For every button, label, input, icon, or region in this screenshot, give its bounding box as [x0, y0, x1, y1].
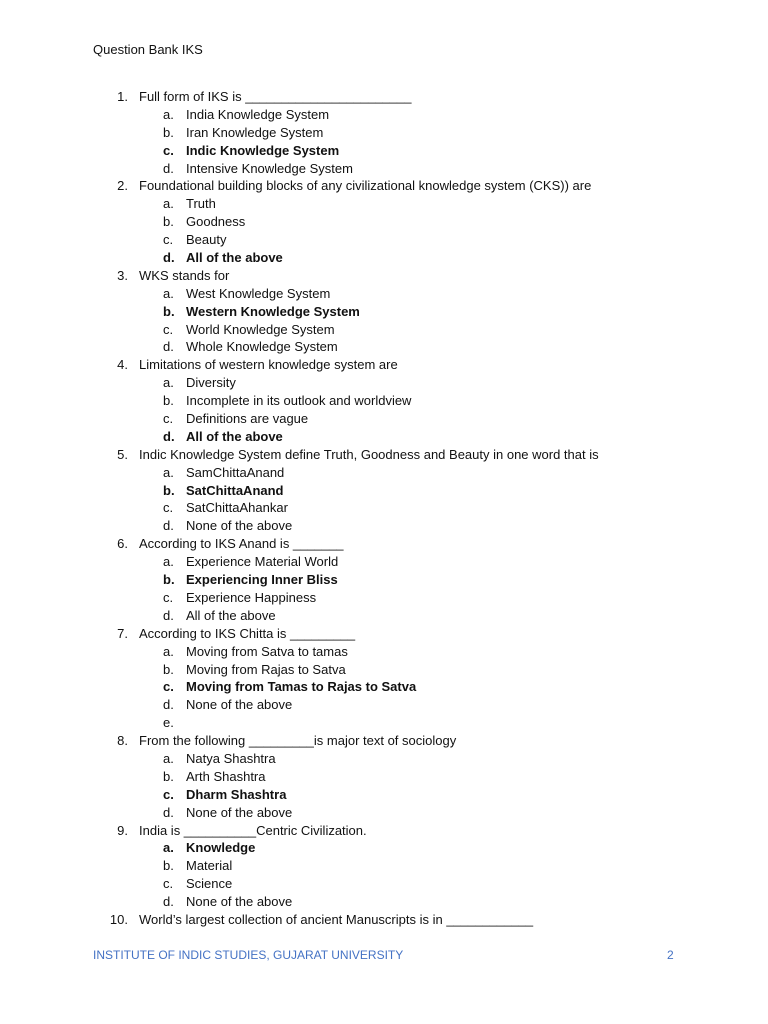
option-correct [0, 678, 768, 696]
option-text: Moving from Rajas to Satva [186, 661, 346, 677]
option-text: Definitions are vague [186, 411, 309, 427]
option-letter: d. [163, 518, 174, 534]
option [0, 195, 768, 213]
option-letter: d. [163, 804, 174, 820]
option [0, 589, 768, 607]
question-1 [0, 88, 768, 106]
question-2 [0, 177, 768, 195]
option-text: None of the above [186, 518, 293, 534]
option-text: Science [186, 876, 233, 892]
option-letter: c. [163, 232, 174, 248]
question-number: 8. [117, 733, 128, 749]
option [0, 410, 768, 428]
question-number: 3. [117, 267, 128, 283]
option [0, 750, 768, 768]
option-letter: a. [163, 840, 174, 856]
option-correct [0, 142, 768, 160]
option-letter: a. [163, 285, 174, 301]
option [0, 338, 768, 356]
option-letter: b. [163, 768, 174, 784]
option-letter: b. [163, 572, 175, 588]
question-number: 5. [117, 446, 128, 462]
option-correct [0, 571, 768, 589]
option [0, 893, 768, 911]
option-correct [0, 249, 768, 267]
option [0, 714, 768, 732]
option-text: None of the above [186, 894, 293, 910]
question-text: Foundational building blocks of any civilizational knowledge system (CKS)) are [139, 178, 592, 194]
option-text: Knowledge [186, 840, 256, 856]
option-letter: d. [163, 607, 174, 623]
question-8 [0, 732, 768, 750]
option [0, 875, 768, 893]
option [0, 643, 768, 661]
question-3 [0, 267, 768, 285]
option-text: Moving from Tamas to Rajas to Satva [186, 679, 417, 695]
option-letter: c. [163, 411, 174, 427]
question-number: 10. [109, 911, 128, 927]
option-text: All of the above [186, 607, 276, 623]
option [0, 124, 768, 142]
option [0, 392, 768, 410]
option-letter: b. [163, 303, 175, 319]
question-text: Indic Knowledge System define Truth, Goodness and Beauty in one word that is [139, 446, 599, 462]
option-text: SatChittaAhankar [186, 500, 288, 516]
option [0, 321, 768, 339]
option [0, 106, 768, 124]
option-letter: e. [163, 715, 174, 731]
option-text: SatChittaAnand [186, 482, 284, 498]
option [0, 804, 768, 822]
question-number: 7. [117, 625, 128, 641]
option-text: All of the above [186, 250, 283, 266]
option-text: Arth Shashtra [186, 768, 266, 784]
option-letter: b. [163, 858, 174, 874]
footer-institute: INSTITUTE OF INDIC STUDIES, GUJARAT UNIVERSITY [93, 948, 404, 962]
page-header: Question Bank IKS [93, 42, 203, 57]
question-number: 9. [117, 822, 128, 838]
question-text: India is __________Centric Civilization. [139, 822, 367, 838]
option-text: Whole Knowledge System [186, 339, 338, 355]
option-letter: b. [163, 393, 174, 409]
option [0, 160, 768, 178]
option [0, 607, 768, 625]
option-letter: c. [163, 321, 174, 337]
option [0, 213, 768, 231]
option [0, 285, 768, 303]
option-letter: a. [163, 554, 174, 570]
option-letter: d. [163, 250, 175, 266]
option [0, 464, 768, 482]
question-10 [0, 911, 768, 929]
option-text: Beauty [186, 232, 227, 248]
option-letter: a. [163, 375, 174, 391]
option-letter: a. [163, 106, 174, 122]
option-correct [0, 482, 768, 500]
option-letter: d. [163, 697, 174, 713]
option-text: Diversity [186, 375, 236, 391]
question-text: World’s largest collection of ancient Manuscripts is in ____________ [139, 911, 534, 927]
question-text: Full form of IKS is _______________________ [139, 89, 412, 104]
option-letter: d. [163, 160, 174, 176]
question-text: According to IKS Anand is _______ [139, 536, 344, 552]
option-text: West Knowledge System [186, 285, 331, 301]
option-letter: c. [163, 142, 174, 158]
question-number: 6. [117, 536, 128, 552]
option-text: All of the above [186, 428, 283, 444]
question-9 [0, 822, 768, 840]
option [0, 517, 768, 535]
option-correct [0, 839, 768, 857]
question-text: WKS stands for [139, 267, 230, 283]
option-letter: c. [163, 876, 174, 892]
option-text: Goodness [186, 214, 246, 230]
option-text: World Knowledge System [186, 321, 335, 337]
option-letter: d. [163, 894, 174, 910]
question-number: 2. [117, 178, 128, 194]
option-letter: a. [163, 643, 174, 659]
option [0, 374, 768, 392]
question-6 [0, 535, 768, 553]
question-7 [0, 625, 768, 643]
option-text: India Knowledge System [186, 106, 330, 122]
option-letter: d. [163, 339, 174, 355]
option-text: Experiencing Inner Bliss [186, 572, 338, 588]
option-correct [0, 786, 768, 804]
option-letter: a. [163, 464, 174, 480]
option-letter: b. [163, 661, 174, 677]
option [0, 857, 768, 875]
question-4 [0, 356, 768, 374]
question-list [0, 88, 768, 929]
option-text: Intensive Knowledge System [186, 160, 353, 176]
option-text: SamChittaAnand [186, 464, 285, 480]
option-text: Dharm Shashtra [186, 786, 287, 802]
option-text: Moving from Satva to tamas [186, 643, 348, 659]
option-correct [0, 428, 768, 446]
option-text: Truth [186, 196, 216, 212]
option-text: Incomplete in its outlook and worldview [186, 393, 412, 409]
option [0, 661, 768, 679]
option [0, 696, 768, 714]
option [0, 499, 768, 517]
question-text: Limitations of western knowledge system are [139, 357, 398, 373]
option [0, 768, 768, 786]
option-letter: c. [163, 786, 174, 802]
question-text: According to IKS Chitta is _________ [139, 625, 356, 641]
option [0, 231, 768, 249]
option-text: Material [186, 858, 233, 874]
option-text: None of the above [186, 804, 293, 820]
option-letter: c. [163, 589, 174, 605]
question-number: 4. [117, 357, 128, 373]
option-letter: b. [163, 214, 174, 230]
option-text: Indic Knowledge System [186, 142, 340, 158]
option [0, 553, 768, 571]
question-number: 1. [117, 89, 128, 104]
option-text: None of the above [186, 697, 293, 713]
option-text: Iran Knowledge System [186, 124, 324, 140]
option-letter: c. [163, 679, 174, 695]
option-text: Experience Happiness [186, 589, 317, 605]
question-5 [0, 446, 768, 464]
option-correct [0, 303, 768, 321]
question-text: From the following _________is major text of sociology [139, 733, 457, 749]
option-letter: b. [163, 124, 174, 140]
option-letter: a. [163, 196, 174, 212]
option-letter: c. [163, 500, 174, 516]
option-text: Experience Material World [186, 554, 339, 570]
footer-page-number: 2 [667, 948, 674, 962]
option-letter: a. [163, 750, 174, 766]
option-text: Western Knowledge System [186, 303, 360, 319]
option-letter: b. [163, 482, 175, 498]
option-letter: d. [163, 428, 175, 444]
option-text: Natya Shashtra [186, 750, 276, 766]
